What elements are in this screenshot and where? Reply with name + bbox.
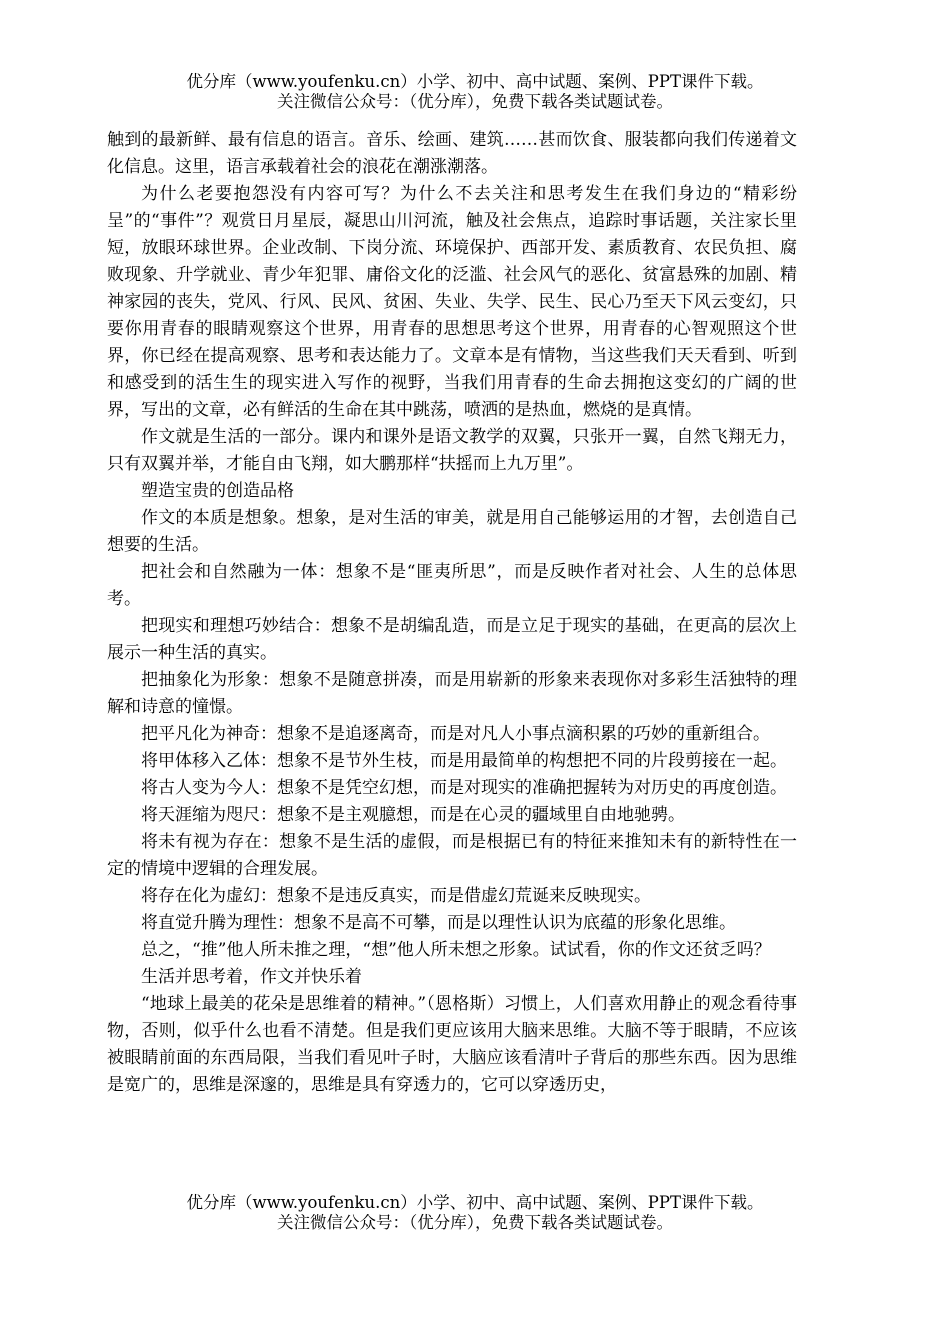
paragraph: 把社会和自然融为一体：想象不是“匪夷所思”，而是反映作者对社会、人生的总体思考。 xyxy=(107,562,797,609)
paragraph: 将甲体移入乙体：想象不是节外生枝，而是用最简单的构想把不同的片段剪接在一起。 xyxy=(141,751,787,771)
paragraph: 触到的最新鲜、最有信息的语言。音乐、绘画、建筑……甚而饮食、服装都向我们传递着文化信息。这里，语言承载着社会的浪花在潮涨潮落。 xyxy=(107,130,797,177)
footer-line-1: 优分库（www.youfenku.cn）小学、初中、高中试题、案例、PPT课件下载。 xyxy=(186,1193,764,1212)
paragraph: 把现实和理想巧妙结合：想象不是胡编乱造，而是立足于现实的基础，在更高的层次上展示一种生活的真实。 xyxy=(107,616,797,663)
paragraph: 将存在化为虚幻：想象不是违反真实，而是借虚幻荒诞来反映现实。 xyxy=(141,886,651,906)
paragraph: 作文的本质是想象。想象，是对生活的审美，就是用自己能够运用的才智，去创造自己想要的生活。 xyxy=(107,508,797,555)
footer-line-2: 关注微信公众号：（优分库），免费下载各类试题试卷。 xyxy=(277,1213,673,1232)
paragraph: 将古人变为今人：想象不是凭空幻想，而是对现实的准确把握转为对历史的再度创造。 xyxy=(141,778,787,798)
paragraph: 把平凡化为神奇：想象不是追逐离奇，而是对凡人小事点滴积累的巧妙的重新组合。 xyxy=(141,724,770,744)
section-heading: 塑造宝贵的创造品格 xyxy=(141,481,294,501)
paragraph: 将直觉升腾为理性：想象不是高不可攀，而是以理性认识为底蕴的形象化思维。 xyxy=(141,913,736,933)
paragraph: 作文就是生活的一部分。课内和课外是语文教学的双翼，只张开一翼，自然飞翔无力，只有双翼并举，才能自由飞翔，如大鹏那样“扶摇而上九万里”。 xyxy=(107,427,797,474)
section-heading: 生活并思考着，作文并快乐着 xyxy=(141,967,362,987)
paragraph: 把抽象化为形象：想象不是随意拼凑，而是用崭新的形象来表现你对多彩生活独特的理解和诗意的憧憬。 xyxy=(107,670,797,717)
document-body xyxy=(107,127,797,1099)
page-footer xyxy=(0,1193,950,1233)
paragraph: 总之，“推”他人所未推之理，“想”他人所未想之形象。试试看，你的作文还贫乏吗？ xyxy=(141,940,771,960)
page-header xyxy=(0,72,950,112)
header-line-2: 关注微信公众号：（优分库），免费下载各类试题试卷。 xyxy=(277,92,673,111)
paragraph: 将天涯缩为咫尺：想象不是主观臆想，而是在心灵的疆域里自由地驰骋。 xyxy=(141,805,685,825)
paragraph: “地球上最美的花朵是思维着的精神。”（恩格斯）习惯上，人们喜欢用静止的观念看待事物，否则，似乎什么也看不清楚。但是我们更应该用大脑来思维。大脑不等于眼睛，不应该被眼睛前面的东西局限，当我们看见叶子时，大脑应该看清叶子背后的那些东西。因为思维是宽广的，思维是深邃的，思维是具有穿透力的，它可以穿透历史， xyxy=(107,994,797,1095)
header-line-1: 优分库（www.youfenku.cn）小学、初中、高中试题、案例、PPT课件下载。 xyxy=(186,72,764,91)
paragraph: 将未有视为存在：想象不是生活的虚假，而是根据已有的特征来推知未有的新特性在一定的情境中逻辑的合理发展。 xyxy=(107,832,797,879)
paragraph: 为什么老要抱怨没有内容可写？为什么不去关注和思考发生在我们身边的“精彩纷呈”的“事件”？观赏日月星辰，凝思山川河流，触及社会焦点，追踪时事话题，关注家长里短，放眼环球世界。企业改制、下岗分流、环境保护、西部开发、素质教育、农民负担、腐败现象、升学就业、青少年犯罪、庸俗文化的泛滥、社会风气的恶化、贫富悬殊的加剧、精神家园的丧失，党风、行风、民风、贫困、失业、失学、民生、民心乃至天下风云变幻，只要你用青春的眼睛观察这个世界，用青春的思想思考这个世界，用青春的心智观照这个世界，你已经在提高观察、思考和表达能力了。文章本是有情物，当这些我们天天看到、听到和感受到的活生生的现实进入写作的视野，当我们用青春的生命去拥抱这变幻的广阔的世界，写出的文章，必有鲜活的生命在其中跳荡，喷洒的是热血，燃烧的是真情。 xyxy=(107,184,797,420)
